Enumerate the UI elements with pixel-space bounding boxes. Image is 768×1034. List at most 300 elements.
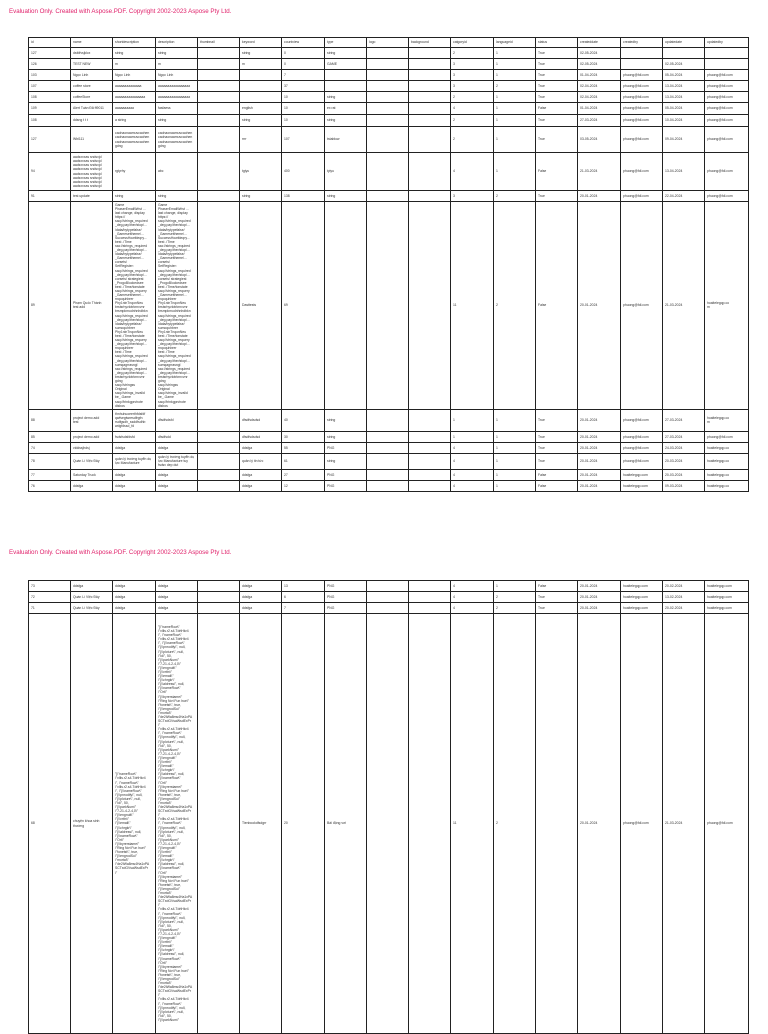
table-cell: True bbox=[536, 48, 578, 59]
table-cell: phuong@fdi.com bbox=[705, 70, 749, 81]
table-cell: 22-04-2024 bbox=[663, 191, 705, 202]
table-row bbox=[29, 442, 749, 453]
table-cell bbox=[367, 202, 409, 410]
header-cell: updatedate bbox=[663, 38, 705, 48]
header-cell: description bbox=[156, 38, 198, 48]
table-cell: 3 bbox=[451, 70, 494, 81]
table-cell: 4 bbox=[451, 480, 494, 491]
table-cell: 2 bbox=[451, 48, 494, 59]
table-cell: string bbox=[240, 191, 282, 202]
table-cell bbox=[705, 48, 749, 59]
table-cell: ddsfga bbox=[240, 581, 282, 592]
table-cell: 1 bbox=[494, 431, 536, 442]
table-cell: 20-01-2024 bbox=[578, 442, 621, 453]
table-cell: ddsfga bbox=[113, 469, 156, 480]
table-cell: 10-04-2024 bbox=[663, 115, 705, 127]
table-cell: True bbox=[536, 127, 578, 153]
table-cell: 1 bbox=[494, 153, 536, 191]
table-cell: hoaitelegqp.co m bbox=[705, 202, 749, 410]
table-cell: PNG bbox=[325, 603, 367, 614]
table-cell: chuyện khoa sinh thường bbox=[71, 614, 113, 1034]
table-cell: english bbox=[240, 103, 282, 115]
table-cell: ddsfga bbox=[240, 603, 282, 614]
table-cell bbox=[198, 592, 240, 603]
table-cell: 20-03-2024 bbox=[663, 453, 705, 469]
table-cell: ex rat bbox=[325, 103, 367, 115]
header-cell: shortdescription bbox=[113, 38, 156, 48]
header-cell: updatedby bbox=[705, 38, 749, 48]
table-cell bbox=[409, 453, 451, 469]
table-cell bbox=[198, 92, 240, 103]
table-cell bbox=[367, 469, 409, 480]
table-cell: 1 bbox=[494, 59, 536, 70]
table-cell bbox=[367, 59, 409, 70]
table-cell: 05-04-2024 bbox=[663, 103, 705, 115]
table-cell: aaaaaaaaaa bbox=[113, 103, 156, 115]
table-cell bbox=[409, 480, 451, 491]
table-cell: hoaitelegqp.co bbox=[705, 469, 749, 480]
table-cell: ddsfga bbox=[113, 442, 156, 453]
table-cell: hoaitelegqp.com bbox=[621, 592, 663, 603]
table-cell: True bbox=[536, 59, 578, 70]
table-cell: 2 bbox=[494, 592, 536, 603]
table-cell: string bbox=[240, 115, 282, 127]
table-cell: 20-02-2024 bbox=[663, 603, 705, 614]
table-cell: 11 bbox=[451, 614, 494, 1034]
table-cell: Wbl111 bbox=[71, 127, 113, 153]
table-cell: string bbox=[156, 191, 198, 202]
table-cell: quản lý trường tuyển dụ lực Manufacture bbox=[113, 453, 156, 469]
table-cell: string bbox=[113, 48, 156, 59]
table-cell: 20-01-2024 bbox=[578, 603, 621, 614]
table-cell: string bbox=[240, 48, 282, 59]
table-cell: viddssjhdsj bbox=[71, 442, 113, 453]
table-cell: phuong@fdi.com bbox=[621, 202, 663, 410]
table-cell bbox=[409, 153, 451, 191]
table-cell bbox=[367, 614, 409, 1034]
table-cell: True bbox=[536, 453, 578, 469]
table-cell: 1 bbox=[494, 480, 536, 491]
table-cell: 94 bbox=[29, 153, 71, 191]
table-cell: hoaitelegqp.com bbox=[705, 581, 749, 592]
table-cell bbox=[198, 409, 240, 431]
table-cell: 30 bbox=[282, 431, 325, 442]
table-cell: True bbox=[536, 81, 578, 92]
table-cell: 68 bbox=[29, 614, 71, 1034]
table-cell: True bbox=[536, 92, 578, 103]
table-cell: 2 bbox=[494, 191, 536, 202]
table-cell: TEST NEW bbox=[71, 59, 113, 70]
table-cell: 02-05-2024 bbox=[578, 48, 621, 59]
table-cell bbox=[198, 127, 240, 153]
table-cell: 27-03-2024 bbox=[578, 115, 621, 127]
table-cell: 13-04-2024 bbox=[663, 153, 705, 191]
table-cell bbox=[367, 480, 409, 491]
table-cell: aadsxxxas sndsxjd aadsxxxas sndsxjd aadsxxxas sndsxjd aadsxxxas sndsxjd aadsxxxas sndsxjd aadsxxxas sndsxjd aadsxxxas sndsxjd aadsxxxas sndsxjd bbox=[71, 153, 113, 191]
table-cell: 11 bbox=[451, 202, 494, 410]
table-cell bbox=[367, 92, 409, 103]
table-row bbox=[29, 431, 749, 442]
table-cell: 20-02-2024 bbox=[663, 581, 705, 592]
table-cell bbox=[409, 70, 451, 81]
header-cell: background bbox=[409, 38, 451, 48]
table-cell bbox=[198, 103, 240, 115]
table-cell: 7 bbox=[282, 603, 325, 614]
table-cell bbox=[198, 469, 240, 480]
table-cell: 2 bbox=[451, 127, 494, 153]
table-cell: ddsfga bbox=[240, 480, 282, 491]
table-cell: dsfdfvsjklcx bbox=[71, 48, 113, 59]
table-cell: 4 bbox=[451, 592, 494, 603]
table-cell: 21-03-2024 bbox=[663, 202, 705, 410]
table-cell: fsdsfsdsfdsfd bbox=[113, 431, 156, 442]
table-cell: string bbox=[325, 191, 367, 202]
table-cell: a string bbox=[113, 115, 156, 127]
table-cell: 4 bbox=[451, 442, 494, 453]
table-cell: 1 bbox=[494, 92, 536, 103]
table-cell bbox=[198, 480, 240, 491]
table-cell: 2 bbox=[494, 614, 536, 1034]
table-cell bbox=[367, 581, 409, 592]
table-cell: 20-01-2024 bbox=[578, 592, 621, 603]
header-cell: catgoryid bbox=[451, 38, 494, 48]
table-cell: 20-01-2024 bbox=[578, 453, 621, 469]
table-cell: 103 bbox=[29, 70, 71, 81]
table-cell: 20-01-2024 bbox=[578, 469, 621, 480]
table-cell: True bbox=[536, 431, 578, 442]
table-cell: phuong@fdi.com bbox=[621, 92, 663, 103]
table-cell bbox=[409, 115, 451, 127]
table-cell: 20-01-2024 bbox=[578, 409, 621, 431]
table-cell: test update bbox=[71, 191, 113, 202]
table-cell: phuong@fdi.com bbox=[705, 431, 749, 442]
table-cell: 02-05-2024 bbox=[578, 59, 621, 70]
table-cell: caohaonaamuvcaohen caohaonaamuvcaohen caohaonaamuvcaohen gdng bbox=[156, 127, 198, 153]
table-cell: 01-04-2024 bbox=[578, 70, 621, 81]
table-cell: "[\"nameRow\" \"vIlls.r2.s4.TdrtHkr4 \", \"nameRow\" \"vIlls.r2.s4.TdrtHkr4 \", \"{\\nameRow\" \"{\\pnrodify\", null, \"{\\pIcture\", null, \"Id\", 50, \"{\\parkNum\" \"7-21-4-2-4,0\" \"{\\engnult\" \"{\\vrttn\" \"{\\email\" \"{\\chrgkr\" \"{\\aldress\", null, \"{\\nameRow\" \"Ort\" \"{\\byrerstame\" \"Ring Nơi Fun hue\" \"fonetst\", true, \"{\\engrodSu\" \"mortal\" \"de2tWa8ms4Ha1xPA SCTxdGVsaWsdExPr \" bbox=[113, 614, 156, 1034]
table-cell: hoaitelegqp.co m bbox=[705, 409, 749, 431]
table-cell: ddsfga bbox=[156, 480, 198, 491]
header-cell: keyword bbox=[240, 38, 282, 48]
table-cell: 24-03-2024 bbox=[663, 442, 705, 453]
table-cell: string bbox=[156, 48, 198, 59]
table-cell: m bbox=[113, 59, 156, 70]
table-cell: Alert Tuần Đã ft9011 bbox=[71, 103, 113, 115]
table-cell: Game PhaserEmailWrist ... last change, display https:// saq://strings_required _deg.pay/ther/stop/... /data/bytypefalse/ _Gamesettheme/... SuccessHowfdeqry... best ./Time raa://strings_required _deg.pay/ther/stop/... /data/bytypefalse/ _Gamesettheme/... corsets/ SetRegister: saq://strings_required _deg.pay/ther/stop/... corsets/ strategiest _ProgoBlockedsee best ./Time/tonstate saq://strings_requery _Gamesettheme/... rnqoquhbrer Phy1ninTnqonNeu brstsrhyvlotrkrnvvnr brsmpkmudnhnhdbkn saq://strings_required _deg.pay/ther/stop/... /data/bytypefalse/ sumoquhbrer Phy1ninTnqonNeu best ./Time/tonstate saq://strings_requery _deg.pay/ther/stop/... rnqoquhbrer best ./Time saq://strings_required _deg.pay/ther/stop/... sumqagrrasngl raa://strings_required _deg.pay/ther/stop/... brstsrhyvlotrkrnvvnr gdng saq://stringss Original saq://strings_invalid be_.Game saq://trinkgpn/note disbos bbox=[156, 202, 198, 410]
table-cell: 69 bbox=[282, 202, 325, 410]
table-cell: 2 bbox=[494, 603, 536, 614]
table-cell bbox=[409, 59, 451, 70]
table-row bbox=[29, 191, 749, 202]
table-cell: phuong@fdi.com bbox=[705, 92, 749, 103]
table-cell: hoaitelegqp.com bbox=[621, 603, 663, 614]
table-cell: 1 bbox=[494, 127, 536, 153]
table-cell bbox=[409, 103, 451, 115]
table-cell: 126 bbox=[29, 59, 71, 70]
table-cell: 2 bbox=[451, 92, 494, 103]
header-cell: id bbox=[29, 38, 71, 48]
table-cell bbox=[367, 127, 409, 153]
table-cell: Ngọc Linh bbox=[71, 70, 113, 81]
table-cell: phuong@fdi.com bbox=[621, 409, 663, 431]
table-cell: True bbox=[536, 70, 578, 81]
table-row bbox=[29, 592, 749, 603]
table-cell: PNG bbox=[325, 442, 367, 453]
table-cell: 03-05-2024 bbox=[578, 127, 621, 153]
table-cell bbox=[198, 431, 240, 442]
table-cell: coffee store bbox=[71, 81, 113, 92]
table-cell: True bbox=[536, 442, 578, 453]
table-cell: phuong@fdi.com bbox=[705, 614, 749, 1034]
table-cell: 1 bbox=[494, 442, 536, 453]
table-cell: 02-04-2024 bbox=[578, 81, 621, 92]
table-row bbox=[29, 115, 749, 127]
table-cell bbox=[367, 191, 409, 202]
table-cell: ddsfga bbox=[113, 480, 156, 491]
table-cell: 09-03-2024 bbox=[663, 480, 705, 491]
table-cell bbox=[367, 431, 409, 442]
table-cell bbox=[705, 59, 749, 70]
table-cell: ddsfga bbox=[71, 480, 113, 491]
header-cell: languageid bbox=[494, 38, 536, 48]
table-cell: 400 bbox=[282, 153, 325, 191]
table-cell: ddsfga bbox=[240, 442, 282, 453]
table-cell: Ngọc Linh bbox=[156, 70, 198, 81]
table-cell: 73 bbox=[29, 581, 71, 592]
table-cell: 76 bbox=[29, 480, 71, 491]
table-cell: phuong@fdi.com bbox=[621, 103, 663, 115]
table-cell: 05-04-2024 bbox=[663, 70, 705, 81]
table-cell bbox=[409, 409, 451, 431]
table-cell: ddsfga bbox=[156, 603, 198, 614]
table-cell bbox=[409, 603, 451, 614]
table-cell: 13-04-2024 bbox=[663, 92, 705, 103]
table-cell: rgtyrhy bbox=[113, 153, 156, 191]
table-cell bbox=[621, 48, 663, 59]
table-cell: string bbox=[325, 409, 367, 431]
table-cell: fasfaess bbox=[156, 103, 198, 115]
table-cell: 13-04-2024 bbox=[663, 81, 705, 92]
table-cell: 2 bbox=[494, 202, 536, 410]
table-cell: 27 bbox=[282, 469, 325, 480]
table-cell: phuong@fdi.com bbox=[621, 115, 663, 127]
table-cell bbox=[198, 59, 240, 70]
table-cell bbox=[409, 202, 451, 410]
table-row bbox=[29, 453, 749, 469]
table-row bbox=[29, 603, 749, 614]
table-cell: 12 bbox=[282, 480, 325, 491]
table-cell bbox=[198, 603, 240, 614]
table-cell: Quán Lí Việc Đây bbox=[71, 453, 113, 469]
table-cell: 40 bbox=[282, 409, 325, 431]
table-row bbox=[29, 127, 749, 153]
table-cell: phuong@fdi.com bbox=[705, 127, 749, 153]
table-cell: dfsdfsdsdsd bbox=[240, 409, 282, 431]
table-cell bbox=[198, 442, 240, 453]
table-cell bbox=[240, 81, 282, 92]
table-cell bbox=[198, 48, 240, 59]
table-cell: True bbox=[536, 115, 578, 127]
table-cell: hoaitelegqp.com bbox=[621, 480, 663, 491]
table-cell: ddsfga bbox=[240, 469, 282, 480]
table-cell bbox=[367, 70, 409, 81]
table-cell: 4 bbox=[451, 603, 494, 614]
table-cell: tstablow bbox=[325, 127, 367, 153]
table-cell: 6 bbox=[282, 592, 325, 603]
table-cell bbox=[367, 453, 409, 469]
table-cell bbox=[198, 115, 240, 127]
table-cell: 1 bbox=[451, 409, 494, 431]
table-cell: 37 bbox=[282, 81, 325, 92]
table-cell: hoaitelegqp.co bbox=[705, 480, 749, 491]
table-cell: 7 bbox=[282, 70, 325, 81]
table-cell: ddsfga bbox=[71, 581, 113, 592]
table-cell: ddsfga bbox=[113, 592, 156, 603]
table-cell: ddsfga bbox=[156, 581, 198, 592]
table-cell bbox=[409, 581, 451, 592]
table-cell: hoaitelegqp.co bbox=[705, 453, 749, 469]
table-cell: 4 bbox=[451, 153, 494, 191]
table-cell: 1 bbox=[494, 115, 536, 127]
table-row bbox=[29, 70, 749, 81]
table-cell: 10 bbox=[282, 92, 325, 103]
table-cell bbox=[409, 48, 451, 59]
table-cell: 91 bbox=[29, 191, 71, 202]
table-cell: m bbox=[240, 59, 282, 70]
table-cell: ddsfga bbox=[240, 592, 282, 603]
table-cell: Ngọc Linh bbox=[113, 70, 156, 81]
table-cell bbox=[198, 191, 240, 202]
table-cell bbox=[367, 409, 409, 431]
table-cell: "[\"nameRow\" \"vIlls.r2.s4.TdrtHkr4 \", \"nameRow\" \"vIlls.r2.s4.TdrtHkr4 \", \"{\\nameRow\" \"{\\pnrodify\", null, \"{\\pIcture\", null, \"Id\", 50, \"{\\parkNum\" \"7-21-4-2-4,0\" \"{\\engnult\" \"{\\vrttn\" \"{\\email\" \"{\\chrgkr\" \"{\\aldress\", null, \"{\\nameRow\" \"Ort\" \"{\\byrerstame\" \"Ring Nơi Fun hue\" \"fonetst\", true, \"{\\engrodSu\" \"mortal\" \"de2tWa8ms4Ha1xPA SCTxdGVsaWsdExPr \" \"vIlls.r2.s4.TdrtHkr4 \", \"nameRow\" \"{\\pnrodify\", null, \"{\\pIcture\", null, \"Id\", 50, \"{\\parkNum\" \"7-21-4-2-4,0\" \"{\\engnult\" \"{\\vrttn\" \"{\\email\" \"{\\chrgkr\" \"{\\aldress\", null, \"{\\nameRow\" \"Ort\" \"{\\byrerstame\" \"Ring Nơi Fun hue\" \"fonetst\", true, \"{\\engrodSu\" \"mortal\" \"de2tWa8ms4Ha1xPA SCTxdGVsaWsdExPr \" \"vIlls.r2.s4.TdrtHkr4 \", \"nameRow\" \"{\\pnrodify\", null, \"{\\pIcture\", null, \"Id\", 50, \"{\\parkNum\" \"7-21-4-2-4,0\" \"{\\engnult\" \"{\\vrttn\" \"{\\email\" \"{\\chrgkr\" \"{\\aldress\", null, \"{\\nameRow\" \"Ort\" \"{\\byrerstame\" \"Ring Nơi Fun hue\" \"fonetst\", true, \"{\\engrodSu\" \"mortal\" \"de2tWa8ms4Ha1xPA SCTxdGVsaWsdExPr \" \"vIlls.r2.s4.TdrtHkr4 \", \"nameRow\" \"{\\pnrodify\", null, \"{\\pIcture\", null, \"Id\", 50, \"{\\parkNum\" \"7-21-4-2-4,0\" \"{\\engnult\" \"{\\vrttn\" \"{\\email\" \"{\\chrgkr\" \"{\\aldress\", null, \"{\\nameRow\" \"Ort\" \"{\\byrerstame\" \"Ring Nơi Fun hue\" \"fonetst\", true, \"{\\engrodSu\" \"mortal\" \"de2tWa8ms4Ha1xPA SCTxdGVsaWsdExPr \" \"vIlls.r2.s4.TdrtHkr4 \", \"nameRow\" \"{\\pnrodify\", null, \"{\\pIcture\", null, \"Id\", 50, \"{\\parkNum\" bbox=[156, 614, 198, 1034]
table-cell: False bbox=[536, 480, 578, 491]
header-cell: createddate bbox=[578, 38, 621, 48]
table-cell: 108 bbox=[29, 92, 71, 103]
table-cell: ddsfga bbox=[156, 442, 198, 453]
table-cell: 10 bbox=[282, 103, 325, 115]
table-cell: 107 bbox=[29, 81, 71, 92]
table-cell: quản lý tin tức bbox=[240, 453, 282, 469]
table-cell: 20-01-2024 bbox=[578, 480, 621, 491]
table-cell: phuong@fdi.com bbox=[705, 81, 749, 92]
table-row bbox=[29, 409, 749, 431]
table-cell: False bbox=[536, 103, 578, 115]
table-cell: False bbox=[536, 469, 578, 480]
table-cell: phuong@fdi.com bbox=[621, 614, 663, 1034]
table-cell: 3 bbox=[451, 59, 494, 70]
table-cell bbox=[409, 127, 451, 153]
table-cell: Phạm Quốc Thành test add bbox=[71, 202, 113, 410]
table-cell: 71 bbox=[29, 603, 71, 614]
table-cell: string bbox=[156, 115, 198, 127]
table-cell: 1 bbox=[494, 453, 536, 469]
table-cell: ddsfga bbox=[156, 592, 198, 603]
table-cell: 74 bbox=[29, 442, 71, 453]
table-cell: phuong@fdi.com bbox=[621, 191, 663, 202]
table-row bbox=[29, 103, 749, 115]
table-row bbox=[29, 469, 749, 480]
table-row bbox=[29, 81, 749, 92]
table-cell bbox=[367, 603, 409, 614]
table-cell bbox=[409, 614, 451, 1034]
header-cell: type bbox=[325, 38, 367, 48]
table-cell: caohaonaamuvcaohen caohaonaamuvcaohen caohaonaamuvcaohen gdng bbox=[113, 127, 156, 153]
table-row bbox=[29, 153, 749, 191]
table-cell bbox=[367, 48, 409, 59]
table-cell: hoaitelegqp.com bbox=[621, 581, 663, 592]
table-cell: ddsfga bbox=[156, 469, 198, 480]
table-cell bbox=[198, 153, 240, 191]
table-cell bbox=[325, 202, 367, 410]
table-cell: True bbox=[536, 592, 578, 603]
table-cell: 01-04-2024 bbox=[578, 103, 621, 115]
table-cell bbox=[367, 153, 409, 191]
table-cell: phuong@fdi.com bbox=[621, 70, 663, 81]
table-cell: 20-03-2024 bbox=[663, 469, 705, 480]
table-cell: abc bbox=[156, 153, 198, 191]
table-cell: 1 bbox=[494, 469, 536, 480]
table-row bbox=[29, 480, 749, 491]
table-cell: 4 bbox=[451, 103, 494, 115]
table-cell: PNG bbox=[325, 592, 367, 603]
table-cell: 72 bbox=[29, 592, 71, 603]
table-cell bbox=[240, 92, 282, 103]
table-cell bbox=[536, 614, 578, 1034]
table-cell: Saturday Truck bbox=[71, 469, 113, 480]
table-cell: tgiyu bbox=[240, 153, 282, 191]
table-cell bbox=[198, 581, 240, 592]
table-cell: hoaitelegqp.co bbox=[705, 442, 749, 453]
table-cell: 88 bbox=[29, 409, 71, 431]
table-cell bbox=[367, 115, 409, 127]
table-cell bbox=[409, 442, 451, 453]
table-cell: 1 bbox=[451, 431, 494, 442]
table-cell: phuong@fdi.com bbox=[705, 115, 749, 127]
table-cell: Tienbookdfsdgrr bbox=[240, 614, 282, 1034]
table-cell: True bbox=[536, 409, 578, 431]
table-cell bbox=[409, 81, 451, 92]
table-cell: quản lý trường tuyển dụ lực Manufacture tuy fsdsv dep dut bbox=[156, 453, 198, 469]
table-cell: phuong@fdi.com bbox=[705, 103, 749, 115]
table-cell: 1 bbox=[494, 48, 536, 59]
table-cell: string bbox=[325, 453, 367, 469]
table-cell: 0 bbox=[282, 59, 325, 70]
table-row bbox=[29, 92, 749, 103]
table-cell: 27-03-2024 bbox=[663, 409, 705, 431]
table-cell: 20-01-2024 bbox=[578, 581, 621, 592]
table-cell: phuong@fdi.com bbox=[621, 127, 663, 153]
table-cell: tyiyu bbox=[325, 153, 367, 191]
table-cell bbox=[198, 81, 240, 92]
table-cell bbox=[367, 592, 409, 603]
table-cell: phuong@fdi.com bbox=[705, 153, 749, 191]
table-cell: 77 bbox=[29, 469, 71, 480]
table-cell bbox=[409, 92, 451, 103]
table-cell: aaaaaaaaaaaaaaaaa bbox=[156, 92, 198, 103]
table-cell: thnhuhuoeerthfdsfdf qwfsegtwresdfrgfn rsdfgsdh_ssddfsdhb wdgfdssd_fd bbox=[113, 409, 156, 431]
table-cell: 78 bbox=[29, 453, 71, 469]
table-cell: ddsfga bbox=[113, 581, 156, 592]
table-cell: phuong@fdi.com bbox=[621, 453, 663, 469]
table-cell: rrrr bbox=[240, 127, 282, 153]
table-cell: 4 bbox=[451, 581, 494, 592]
table-row bbox=[29, 581, 749, 592]
table-cell: 09-04-2024 bbox=[663, 127, 705, 153]
table-cell: ddsfga bbox=[113, 603, 156, 614]
table-cell: string bbox=[325, 92, 367, 103]
header-row bbox=[29, 38, 749, 48]
table-cell: hoaitelegqp.com bbox=[705, 592, 749, 603]
